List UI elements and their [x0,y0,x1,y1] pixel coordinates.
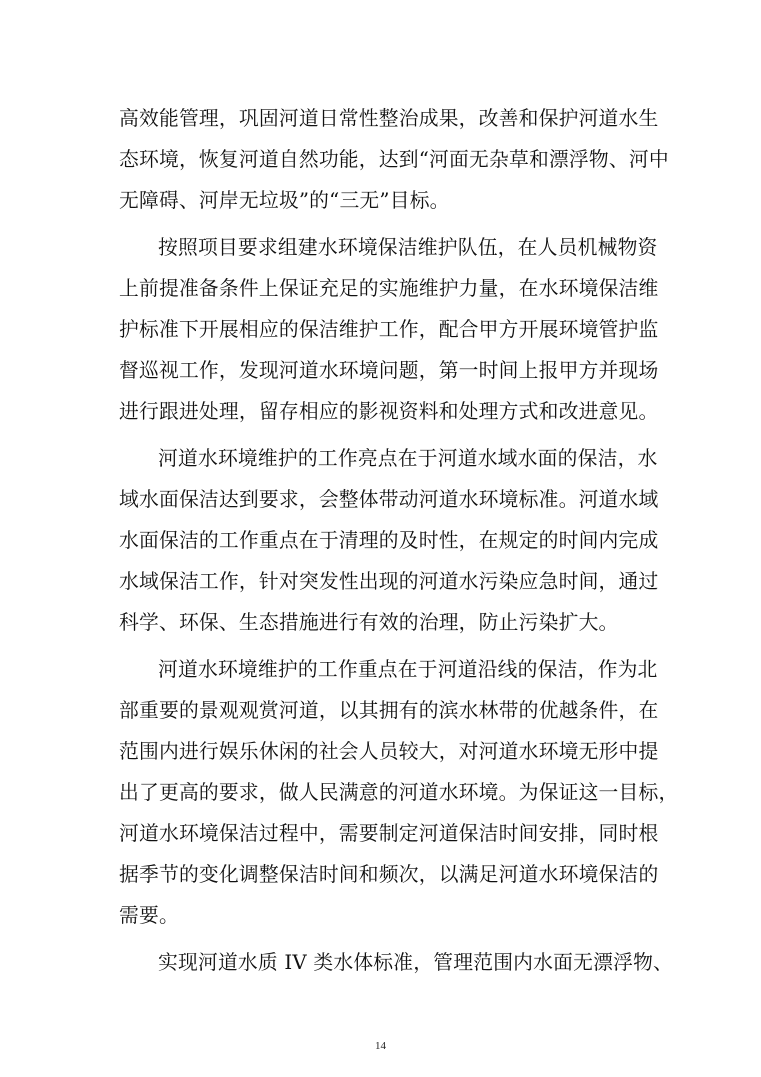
text-line: 部重要的景观观赏河道，以其拥有的滨水林带的优越条件，在 [119,699,659,722]
text-line: 域水面保洁达到要求，会整体带动河道水环境标准。河道水域 [119,488,659,511]
text-line: 无障碍、河岸无垃圾”的“三无”目标。 [119,189,450,212]
text-line: 河道水环境保洁过程中，需要制定河道保洁时间安排，同时根 [119,822,659,845]
text-line: 督巡视工作，发现河道水环境问题，第一时间上报甲方并现场 [119,359,659,382]
text-line: 态环境，恢复河道自然功能，达到“河面无杂草和漂浮物、河中 [119,148,669,171]
paragraph-first-line: 按照项目要求组建水环境保洁维护队伍，在人员机械物资 [158,236,658,259]
paragraph-first-line: 实现河道水质 IV 类水体标准，管理范围内水面无漂浮物、 [158,951,674,974]
paragraph-first-line: 河道水环境维护的工作亮点在于河道水域水面的保洁，水 [158,447,658,470]
text-line: 高效能管理，巩固河道日常性整治成果，改善和保护河道水生 [119,107,659,130]
text-line: 科学、环保、生态措施进行有效的治理，防止污染扩大。 [119,611,619,634]
text-line: 出了更高的要求，做人民满意的河道水环境。为保证这一目标， [119,781,679,804]
text-line: 进行跟进处理，留存相应的影视资料和处理方式和改进意见。 [119,400,659,423]
text-line: 需要。 [119,904,179,927]
text-line: 据季节的变化调整保洁时间和频次，以满足河道水环境保洁的 [119,863,659,886]
paragraph-first-line: 河道水环境维护的工作重点在于河道沿线的保洁，作为北 [158,658,658,681]
text-line: 水面保洁的工作重点在于清理的及时性，在规定的时间内完成 [119,529,659,552]
text-line: 护标准下开展相应的保洁维护工作，配合甲方开展环境管护监 [119,318,659,341]
body-text [119,98,679,983]
text-line: 上前提准备条件上保证充足的实施维护力量，在水环境保洁维 [119,277,659,300]
text-line: 范围内进行娱乐休闲的社会人员较大，对河道水环境无形中提 [119,740,659,763]
text-line: 水域保洁工作，针对突发性出现的河道水污染应急时间，通过 [119,570,659,593]
page-number: 14 [375,1040,386,1052]
